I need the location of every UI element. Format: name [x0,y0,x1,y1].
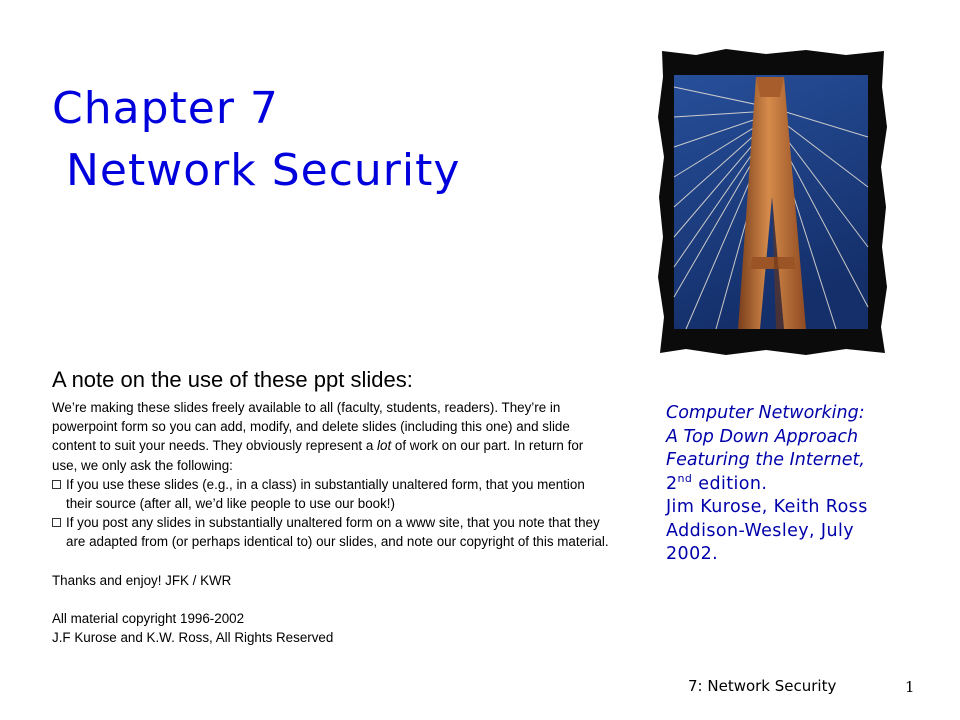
book-year: 2002. [666,544,719,564]
note-bullet-1 [52,475,612,513]
book-title-line-2: A Top Down Approach [666,426,859,447]
copyright-line-2: J.F Kurose and K.W. Ross, All Rights Reserved [52,630,334,646]
note-intro [52,398,612,475]
note-heading: A note on the use of these ppt slides: [52,367,413,392]
bridge-photo [656,47,888,357]
book-publisher: Addison-Wesley, July [666,520,855,541]
slide-title [52,78,612,202]
title-line-2: Network Security [66,145,461,196]
note-thanks: Thanks and enjoy! JFK / KWR [52,572,232,588]
note-body [52,398,612,647]
book-title-line-3: Featuring the Internet, [666,450,865,470]
edition-text: edition. [692,473,768,494]
checkbox-bullet-icon [52,518,61,527]
note-bullet-2 [52,513,612,551]
book-authors: Jim Kurose, Keith Ross [666,497,868,517]
copyright-line-1: All material copyright 1996-2002 [52,610,245,626]
note-intro-end: of work on our part. In return for use, we only ask the following: [52,438,584,473]
bridge-photo-graphic [656,47,888,357]
edition-suffix: nd [677,471,693,485]
title-line-1: Chapter 7 [52,83,279,134]
book-edition [666,473,951,497]
book-reference [666,402,951,567]
usage-note [52,366,612,647]
checkbox-bullet-icon [52,480,61,489]
footer-chapter: 7: Network Security [688,677,837,695]
page-number: 1 [905,678,915,696]
note-intro-emphasis: lot [377,438,392,454]
note-bullet-1-text: If you use these slides (e.g., in a class) in substantially unaltered form, that you mention their source (after all, we’d like people to use our book!) [66,476,585,512]
note-bullet-2-text: If you post any slides in substantially unaltered form on a www site, that you note that they are adapted from (or perhaps identical to) our slides, and note our copyright of this material. [66,515,609,550]
book-title-line-1: Computer Networking: [666,403,865,423]
note-intro-text: We’re making these slides freely available to all (faculty, students, readers). They’re in powerpoint form so you can add, modify, and delete slides (including this one) and slide content to suit your needs. They obviously represent a [52,400,570,454]
edition-number: 2 [666,473,678,494]
